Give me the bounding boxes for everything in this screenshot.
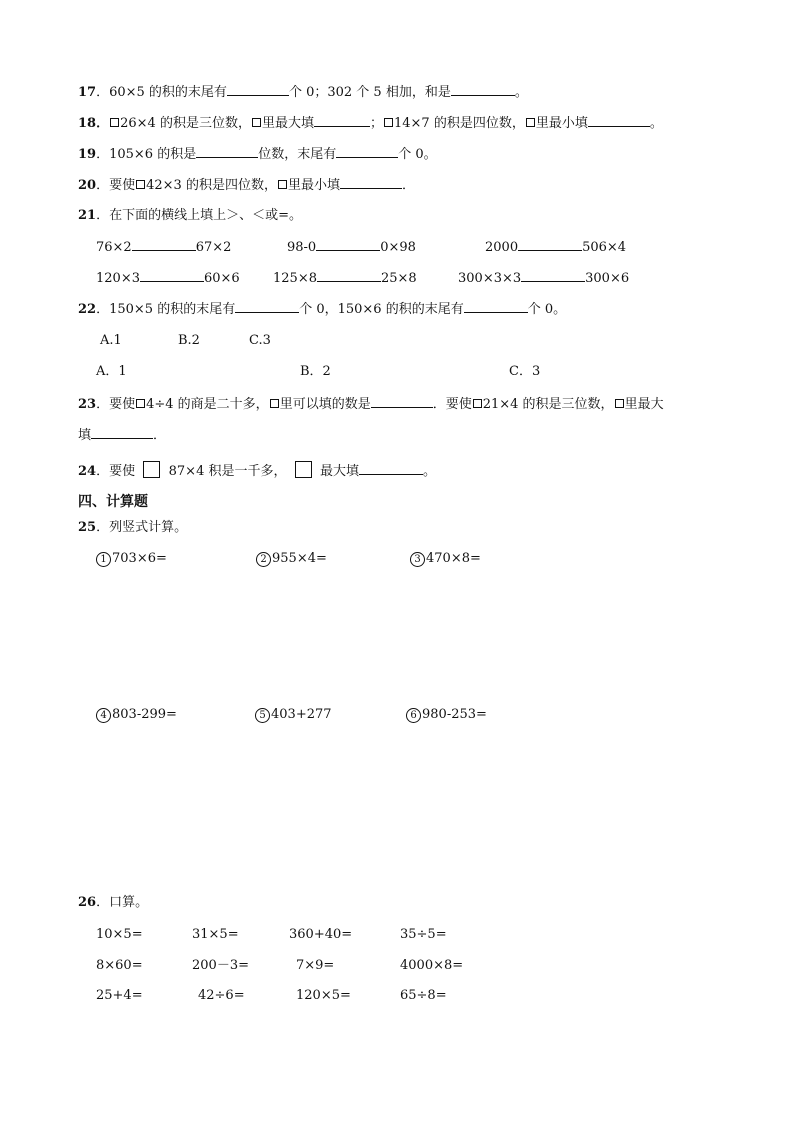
question-number: 21 xyxy=(78,208,97,223)
question-23-cont xyxy=(78,426,166,445)
answer-blank[interactable] xyxy=(91,426,153,439)
answer-blank[interactable] xyxy=(340,176,402,189)
circled-number: 4 xyxy=(96,708,111,723)
section-heading: 四、计算题 xyxy=(78,494,148,510)
calc-item: 1 703×6= xyxy=(96,550,167,568)
answer-blank[interactable] xyxy=(588,114,650,127)
question-text: ． xyxy=(401,178,415,193)
question-text: 。 xyxy=(514,85,528,100)
box-icon xyxy=(526,118,535,127)
question-20 xyxy=(78,176,415,195)
answer-blank[interactable] xyxy=(521,269,585,282)
question-text: ．在下面的横线上填上＞、＜或=。 xyxy=(96,208,302,223)
box-icon xyxy=(384,118,393,127)
question-text: 最大填 xyxy=(320,464,360,479)
question-text: ．要使 xyxy=(96,397,136,412)
compare-item: 98-0 0×98 xyxy=(287,240,416,255)
question-number: 22 xyxy=(78,302,97,317)
question-text: ．105×6 的积是 xyxy=(96,147,197,162)
question-text: 个 0。 xyxy=(527,302,567,317)
answer-blank[interactable] xyxy=(317,269,381,282)
mental-math-item: 10×5= xyxy=(96,927,143,942)
question-25 xyxy=(78,519,187,537)
answer-blank[interactable] xyxy=(227,83,289,96)
option-a[interactable]: A.1 xyxy=(100,333,122,348)
mental-math-item: 360+40= xyxy=(289,927,353,942)
question-number: 17 xyxy=(78,85,97,100)
question-text: ．要使 xyxy=(96,178,136,193)
circled-number: 2 xyxy=(256,552,271,567)
mental-math-item: 200－3= xyxy=(192,958,249,973)
mental-math-item: 120×5= xyxy=(296,988,351,1003)
question-text: ．列竖式计算。 xyxy=(96,520,188,535)
circled-number: 3 xyxy=(410,552,425,567)
question-number: 18 xyxy=(78,116,97,131)
question-text: 位数，末尾有 xyxy=(258,147,337,162)
question-number: 19 xyxy=(78,147,97,162)
question-18: 18． 26×4 的积是三位数， 里最大填 ； 14×7 的积是四位数， 里最小填 。 xyxy=(78,116,663,131)
answer-blank[interactable] xyxy=(336,145,398,158)
question-text: 4÷4 的商是二十多， xyxy=(146,397,269,412)
box-icon xyxy=(295,461,312,478)
option-b[interactable]: B.2 xyxy=(178,333,200,348)
mental-math-item: 42÷6= xyxy=(198,988,245,1003)
answer-blank[interactable] xyxy=(316,238,380,251)
circled-number: 1 xyxy=(96,552,111,567)
mental-math-item: 35÷5= xyxy=(400,927,447,942)
compare-item: 2000 506×4 xyxy=(485,240,627,255)
option-c[interactable]: C.3 xyxy=(249,333,271,348)
box-icon xyxy=(110,118,119,127)
compare-item: 125×8 25×8 xyxy=(273,271,417,286)
mental-math-item: 25+4= xyxy=(96,988,143,1003)
compare-item: 300×3×3 300×6 xyxy=(458,271,630,286)
question-text: 填 xyxy=(78,428,92,443)
question-text: ． xyxy=(153,428,167,443)
question-text: ．60×5 的积的末尾有 xyxy=(96,85,227,100)
circled-number: 5 xyxy=(255,708,270,723)
question-number: 23 xyxy=(78,397,97,412)
answer-blank[interactable] xyxy=(196,145,258,158)
question-23 xyxy=(78,395,664,414)
question-text: 里最大 xyxy=(624,397,664,412)
question-text: 个 0。 xyxy=(398,147,437,162)
question-text: 里最小填 xyxy=(287,178,340,193)
box-icon xyxy=(143,461,160,478)
question-21 xyxy=(78,207,302,225)
question-number: 26 xyxy=(78,895,97,910)
mental-math-item: 31×5= xyxy=(192,927,239,942)
question-text: 26×4 的积是三位数， xyxy=(120,116,251,131)
question-text: 。 xyxy=(649,116,663,131)
question-26 xyxy=(78,894,148,912)
mental-math-item: 8×60= xyxy=(96,958,143,973)
question-number: 24 xyxy=(78,464,97,479)
question-text: 里可以填的数是 xyxy=(279,397,371,412)
question-text: ．口算。 xyxy=(96,895,149,910)
calc-item: 5 403+277 xyxy=(255,706,332,724)
box-icon xyxy=(136,399,145,408)
question-text: 42×3 的积是四位数， xyxy=(146,178,277,193)
answer-blank[interactable] xyxy=(464,300,528,313)
calc-item: 2 955×4= xyxy=(256,550,327,568)
question-text: 87×4 积是一千多， xyxy=(168,464,287,479)
answer-blank[interactable] xyxy=(359,462,423,475)
question-24 xyxy=(78,461,436,481)
option-c[interactable]: C．3 xyxy=(509,364,541,379)
question-19 xyxy=(78,145,437,164)
question-22 xyxy=(78,300,566,319)
question-text: 14×7 的积是四位数， xyxy=(393,116,525,131)
option-a[interactable]: A．1 xyxy=(96,364,127,379)
answer-blank[interactable] xyxy=(371,395,433,408)
question-text: 21×4 的积是三位数， xyxy=(482,397,614,412)
answer-blank[interactable] xyxy=(235,300,299,313)
compare-item: 120×3 60×6 xyxy=(96,271,240,286)
calc-item: 3 470×8= xyxy=(410,550,481,568)
question-number: 20 xyxy=(78,178,97,193)
box-icon xyxy=(136,180,145,189)
box-icon xyxy=(252,118,261,127)
question-text: 个 0；302 个 5 相加，和是 xyxy=(288,85,451,100)
option-b[interactable]: B．2 xyxy=(300,364,331,379)
question-text: ．150×5 的积的末尾有 xyxy=(96,302,236,317)
answer-blank[interactable] xyxy=(518,238,582,251)
box-icon xyxy=(473,399,482,408)
calc-item: 6 980-253= xyxy=(406,706,487,724)
answer-blank[interactable] xyxy=(140,269,204,282)
box-icon xyxy=(278,180,287,189)
question-text: 。 xyxy=(423,464,437,479)
question-text: 里最小填 xyxy=(535,116,588,131)
question-text: 个 0，150×6 的积的末尾有 xyxy=(299,302,464,317)
circled-number: 6 xyxy=(406,708,421,723)
question-text: ．要使 xyxy=(96,464,136,479)
mental-math-item: 4000×8= xyxy=(400,958,464,973)
question-text: ．要使 xyxy=(432,397,472,412)
question-text: ； xyxy=(369,116,383,131)
calc-item: 4 803-299= xyxy=(96,706,177,724)
question-17 xyxy=(78,83,528,102)
answer-blank[interactable] xyxy=(314,114,370,127)
box-icon xyxy=(270,399,279,408)
question-number: 25 xyxy=(78,520,97,535)
mental-math-item: 65÷8= xyxy=(400,988,447,1003)
question-text: 里最大填 xyxy=(261,116,314,131)
mental-math-item: 7×9= xyxy=(296,958,335,973)
compare-item: 76×2 67×2 xyxy=(96,240,232,255)
box-icon xyxy=(615,399,624,408)
answer-blank[interactable] xyxy=(451,83,515,96)
answer-blank[interactable] xyxy=(132,238,196,251)
